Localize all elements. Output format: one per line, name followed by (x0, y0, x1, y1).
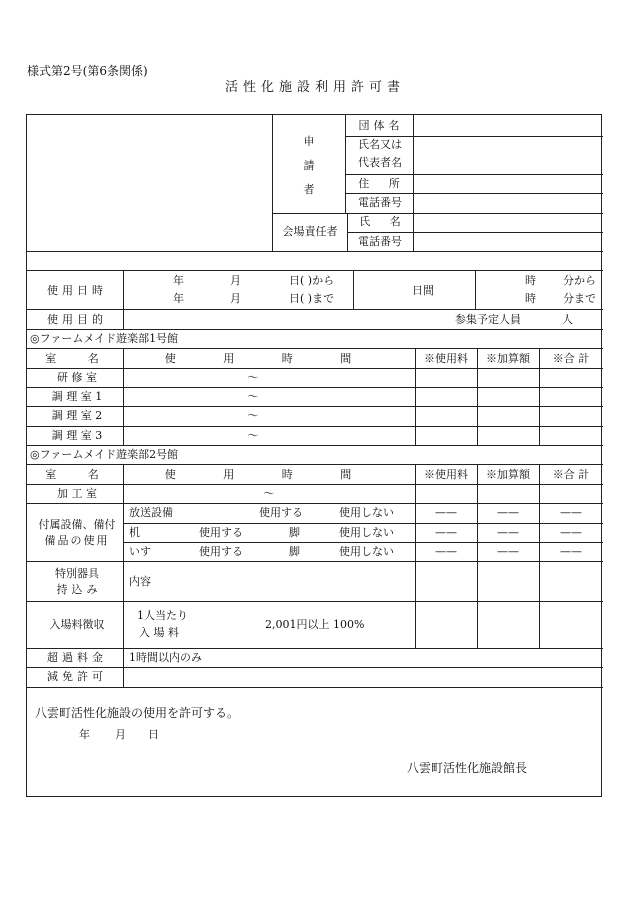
applicant-label-1: 申 (303, 135, 315, 148)
broadcast-not-use: 使用しない (339, 506, 394, 519)
b1-room-2: 調 理 室 1 (51, 390, 103, 403)
special-label-2: 持込み (56, 583, 102, 596)
equipment-label-2: 備品の使用 (44, 534, 110, 547)
permit-form (26, 114, 602, 797)
b2-col-fee: ※使用料 (424, 468, 468, 481)
datetime-label: 使用日時 (47, 284, 107, 297)
special-label-1: 特別器具 (55, 567, 99, 580)
desk-use: 使用する (199, 526, 243, 539)
b2-tilde: 〜 (263, 487, 275, 500)
b1-col-total: ※合 計 (552, 352, 590, 365)
person-unit: 人 (562, 313, 573, 326)
b1-col-surcharge: ※加算額 (486, 352, 530, 365)
days-label: 日間 (412, 284, 434, 297)
b1-tilde-1: 〜 (247, 371, 259, 384)
address-label: 住 所 (358, 177, 408, 190)
desk-label: 机 (129, 526, 140, 539)
name-or-rep-label-1: 氏名又は (358, 138, 402, 151)
footer-month: 月 (115, 728, 126, 741)
admission-fee-label: 入 場 料 (139, 626, 179, 639)
b1-tilde-3: 〜 (247, 409, 259, 422)
to-hour: 時 (525, 292, 536, 305)
b1-room-1: 研 修 室 (57, 371, 97, 384)
chair-use: 使用する (199, 545, 243, 558)
to-day: 日( )まで (289, 292, 335, 305)
to-minute: 分まで (563, 292, 596, 305)
permission-text: 八雲町活性化施設の使用を許可する。 (35, 706, 240, 720)
b2-col-total: ※合 計 (552, 468, 590, 481)
chair-label: いす (129, 545, 151, 558)
venue-manager-label: 会場責任者 (282, 225, 338, 238)
b1-room-4: 調 理 室 3 (51, 429, 103, 442)
applicant-label-3: 者 (303, 183, 315, 196)
to-month: 月 (230, 292, 241, 305)
broadcast-label: 放送設備 (129, 506, 173, 519)
dash-1-3: —— (560, 506, 582, 519)
building1-heading: ◎ファームメイド遊楽部1号館 (30, 332, 179, 345)
dash-3-2: —— (497, 545, 519, 558)
overtime-label: 超過料金 (47, 651, 107, 664)
b2-col-room: 室 名 (45, 468, 113, 481)
chair-not-use: 使用しない (339, 545, 394, 558)
b2-col-time: 使 用 時 間 (164, 468, 374, 481)
from-hour: 時 (525, 274, 536, 287)
dash-1-2: —— (497, 506, 519, 519)
purpose-label: 使用目的 (47, 313, 107, 326)
b2-room: 加 工 室 (57, 487, 97, 500)
dash-2-2: —— (497, 526, 519, 539)
footer-year: 年 (79, 728, 90, 741)
signer: 八雲町活性化施設館長 (407, 761, 528, 775)
chair-leg-unit: 脚 (289, 545, 300, 558)
dash-3-3: —— (560, 545, 582, 558)
from-year: 年 (173, 274, 184, 287)
b1-tilde-4: 〜 (247, 429, 259, 442)
applicant-label-2: 請 (303, 159, 315, 172)
dash-2-3: —— (560, 526, 582, 539)
building2-heading: ◎ファームメイド遊楽部2号館 (30, 448, 179, 461)
dash-3-1: —— (435, 545, 457, 558)
to-year: 年 (173, 292, 184, 305)
b2-col-surcharge: ※加算額 (486, 468, 530, 481)
phone-label: 電話番号 (358, 196, 402, 209)
manager-name-label: 氏 名 (359, 215, 409, 228)
admission-label: 入場料徴収 (49, 618, 105, 631)
manager-phone-label: 電話番号 (358, 235, 402, 248)
b1-col-room: 室 名 (45, 352, 113, 365)
overtime-note: 1時間以内のみ (129, 651, 202, 664)
footer-day: 日 (148, 728, 159, 741)
form-number: 様式第2号(第6条関係) (27, 64, 148, 78)
equipment-label-1: 付属設備、備付 (38, 518, 116, 531)
from-minute: 分から (563, 274, 596, 287)
page-title: 活性化施設利用許可書 (224, 80, 406, 95)
per-person-label: 1人当たり (137, 609, 188, 622)
desk-leg-unit: 脚 (289, 526, 300, 539)
name-or-rep-label-2: 代表者名 (358, 156, 402, 169)
admission-rate: 2,001円以上 100% (265, 618, 365, 631)
b1-col-fee: ※使用料 (424, 352, 468, 365)
broadcast-use: 使用する (259, 506, 303, 519)
b1-col-time: 使 用 時 間 (164, 352, 374, 365)
exemption-label: 減免許可 (47, 670, 107, 683)
attendance-label: 参集予定人員 (455, 313, 521, 326)
from-month: 月 (230, 274, 241, 287)
desk-not-use: 使用しない (339, 526, 394, 539)
dash-2-1: —— (435, 526, 457, 539)
content-label: 内容 (129, 575, 151, 588)
group-name-label: 団体名 (358, 119, 404, 132)
dash-1-1: —— (435, 506, 457, 519)
b1-room-3: 調 理 室 2 (51, 409, 103, 422)
from-day: 日( )から (289, 274, 335, 287)
b1-tilde-2: 〜 (247, 390, 259, 403)
